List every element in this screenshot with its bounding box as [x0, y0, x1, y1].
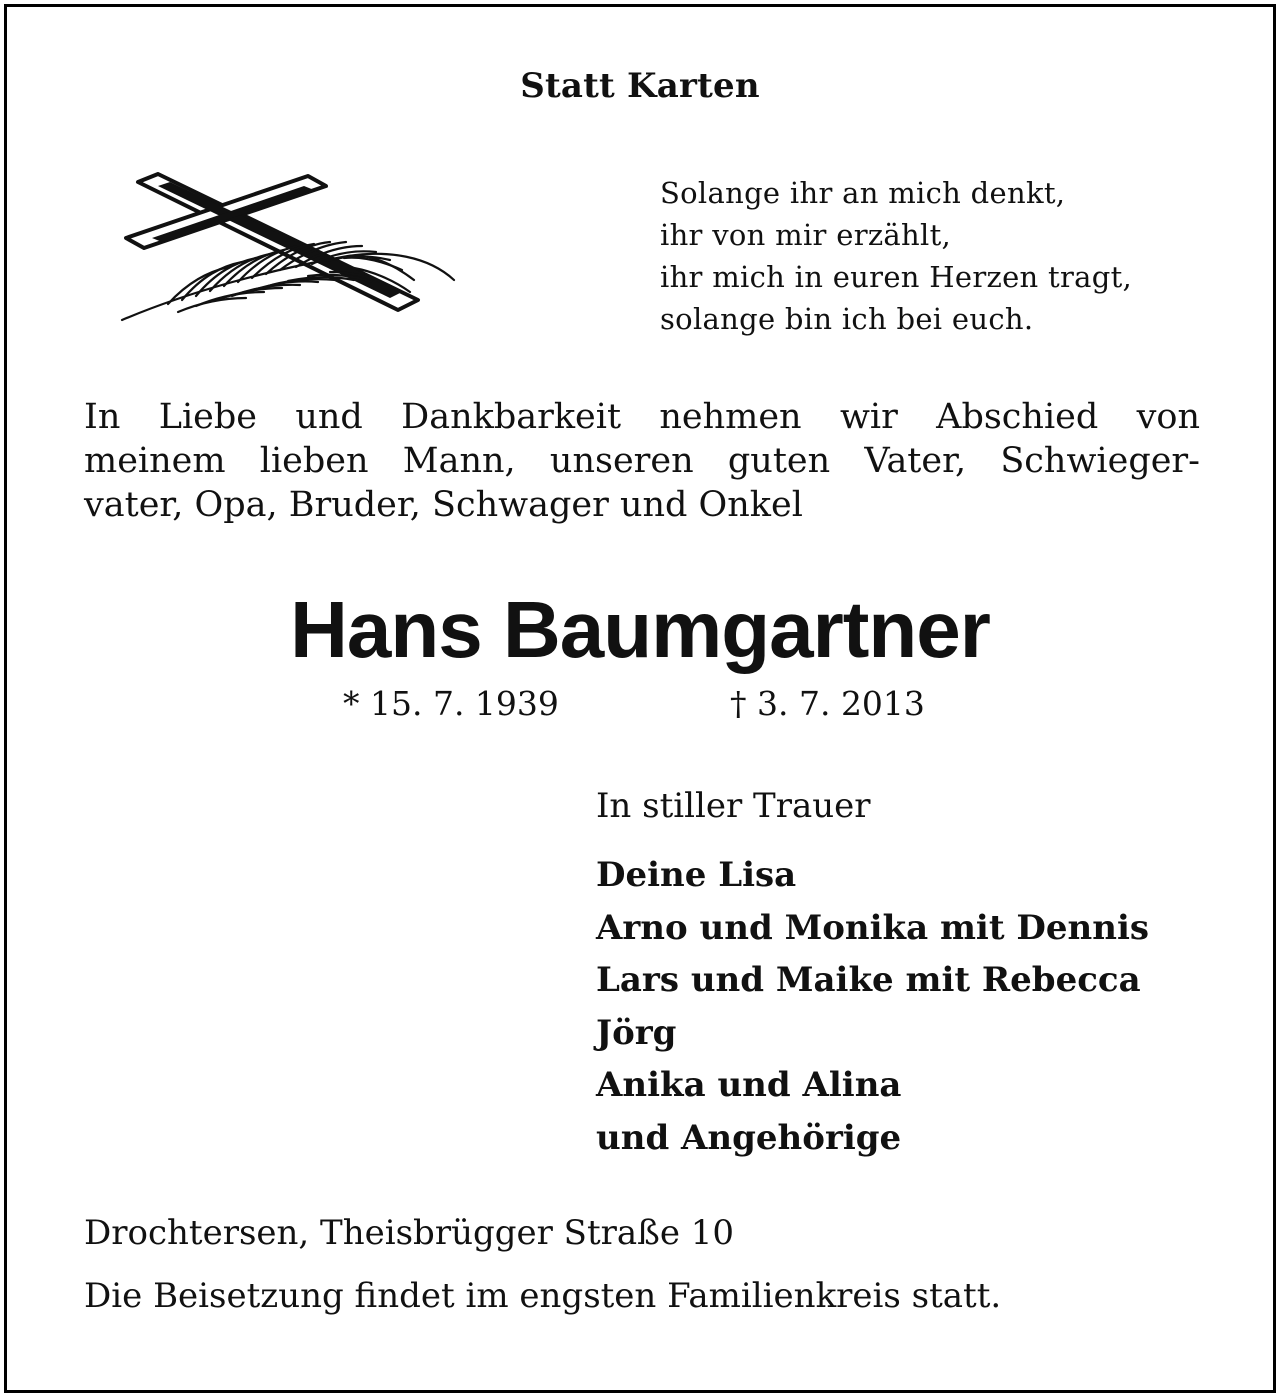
intro-line: vater, Opa, Bruder, Schwager und Onkel — [84, 485, 803, 525]
poem-line: Solange ihr an mich denkt, — [660, 176, 1066, 210]
intro-line: meinem lieben Mann, unseren guten Vater, Schwieger- — [84, 441, 1200, 481]
deceased-name: Hans Baumgartner — [290, 585, 990, 674]
cross-with-palm-branch-icon — [118, 172, 463, 332]
birth-date: * 15. 7. 1939 — [343, 684, 559, 723]
intro-paragraph — [84, 395, 1200, 527]
mourner-line: Deine Lisa — [596, 855, 797, 895]
burial-note: Die Beisetzung findet im engsten Familienkreis statt. — [84, 1276, 1002, 1316]
poem-line: ihr von mir erzählt, — [660, 218, 952, 252]
intro-line: In Liebe und Dankbarkeit nehmen wir Abschied von — [84, 397, 1200, 437]
mourner-line: Anika und Alina — [596, 1065, 902, 1105]
poem-line: ihr mich in euren Herzen tragt, — [660, 260, 1133, 294]
mourners-list — [596, 849, 1149, 1164]
death-date: † 3. 7. 2013 — [730, 684, 925, 723]
mourner-line: Lars und Maike mit Rebecca — [596, 960, 1141, 1000]
poem — [660, 172, 1132, 340]
mourner-line: und Angehörige — [596, 1117, 902, 1158]
mourning-heading: In stiller Trauer — [596, 786, 871, 826]
mourner-line: Jörg — [596, 1012, 677, 1053]
header-title: Statt Karten — [520, 66, 760, 106]
address: Drochtersen, Theisbrügger Straße 10 — [84, 1213, 735, 1253]
poem-line: solange bin ich bei euch. — [660, 302, 1034, 336]
mourner-line: Arno und Monika mit Dennis — [596, 907, 1149, 948]
